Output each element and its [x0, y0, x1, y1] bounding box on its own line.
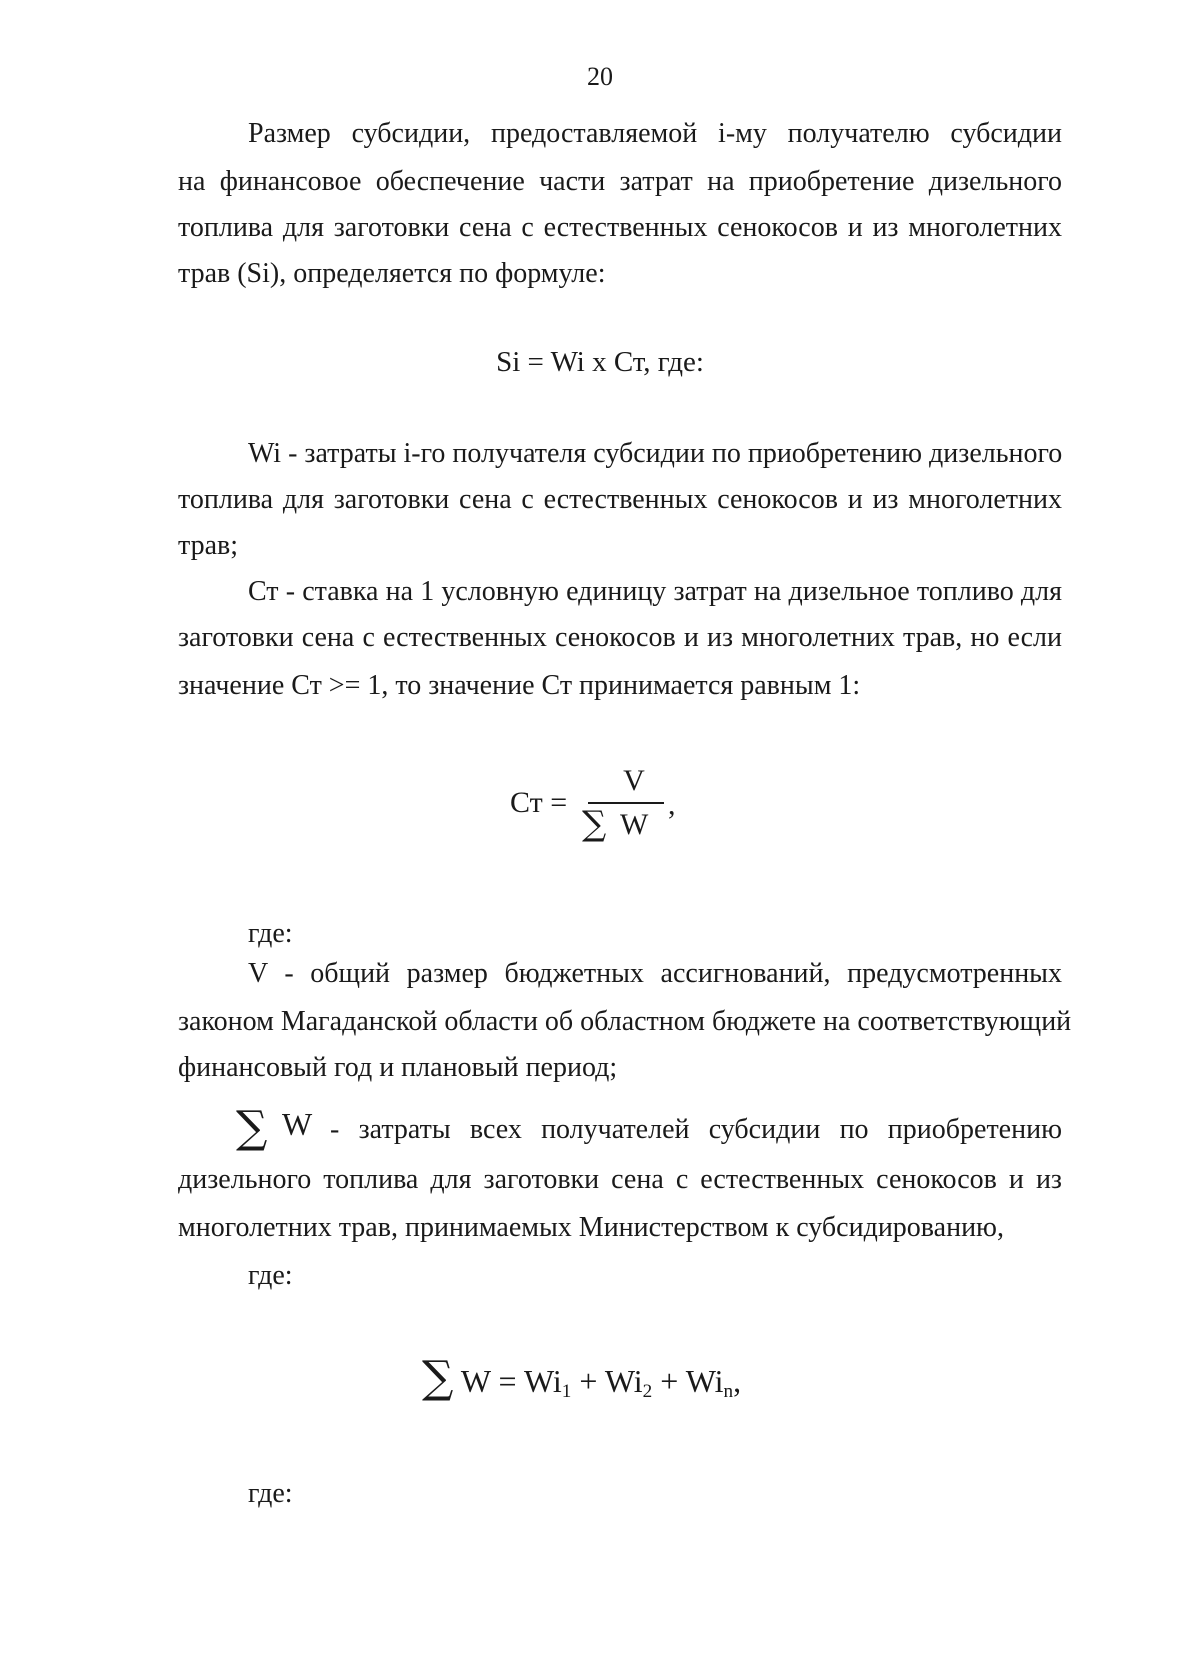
- page-number: 20: [587, 62, 613, 91]
- formula-ct: [510, 764, 690, 854]
- where-label: где:: [248, 918, 293, 949]
- formula-subscript: 2: [642, 1380, 653, 1402]
- sum-icon: ∑: [422, 1352, 454, 1403]
- paragraph-line: Ст - ставка на 1 условную единицу затрат на дизельное топливо для: [248, 576, 1062, 607]
- formula-ct-comma: ,: [668, 788, 676, 821]
- paragraph-line: трав;: [178, 530, 239, 561]
- where-label: где:: [248, 1478, 293, 1509]
- paragraph-line: многолетних трав, принимаемых Министерством к субсидированию,: [178, 1212, 1004, 1243]
- sum-icon: ∑: [582, 804, 607, 844]
- formula-ct-denominator: W: [620, 808, 649, 841]
- paragraph-line: топлива для заготовки сена с естественных сенокосов и из многолетних: [178, 484, 1062, 515]
- paragraph-line: законом Магаданской области об областном бюджете на соответствующий: [178, 1006, 1072, 1037]
- paragraph-line: трав (Si), определяется по формуле:: [178, 258, 606, 289]
- formula-sum-w: [422, 1352, 742, 1414]
- formula-term: Wi: [685, 1363, 724, 1399]
- formula-comma: ,: [733, 1363, 742, 1399]
- sum-icon: ∑: [236, 1102, 268, 1153]
- formula-ct-lhs: Ст =: [510, 786, 568, 819]
- paragraph-line: значение Ст >= 1, то значение Ст принимается равным 1:: [178, 670, 861, 701]
- paragraph-line: Размер субсидии, предоставляемой i-му получателю субсидии: [248, 118, 1062, 149]
- sum-var: W: [282, 1106, 313, 1142]
- paragraph-line: V - общий размер бюджетных ассигнований, предусмотренных: [248, 958, 1062, 989]
- paragraph-line: топлива для заготовки сена с естественных сенокосов и из многолетних: [178, 212, 1062, 243]
- paragraph-line: Wi - затраты i-го получателя субсидии по приобретению дизельного: [248, 438, 1063, 469]
- formula-term: W: [460, 1363, 491, 1399]
- formula-ct-numerator: V: [623, 764, 645, 797]
- paragraph-line: - затраты всех получателей субсидии по приобретению: [330, 1114, 1062, 1145]
- paragraph-line: заготовки сена с естественных сенокосов и из многолетних трав, но если: [178, 622, 1062, 653]
- formula-term: Wi: [604, 1363, 643, 1399]
- paragraph-line: финансовый год и плановый период;: [178, 1052, 618, 1083]
- formula-plus: +: [579, 1363, 598, 1399]
- formula-eq: =: [498, 1363, 517, 1399]
- paragraph-line: на финансовое обеспечение части затрат на приобретение дизельного: [178, 166, 1062, 197]
- where-label: где:: [248, 1260, 293, 1291]
- paragraph-line: дизельного топлива для заготовки сена с естественных сенокосов и из: [178, 1164, 1062, 1195]
- formula-plus: +: [660, 1363, 679, 1399]
- formula-subscript: n: [723, 1380, 734, 1402]
- formula-subscript: 1: [561, 1380, 572, 1402]
- formula-term: Wi: [523, 1363, 562, 1399]
- formula-si: Si = Wi x Ст, где:: [496, 346, 704, 378]
